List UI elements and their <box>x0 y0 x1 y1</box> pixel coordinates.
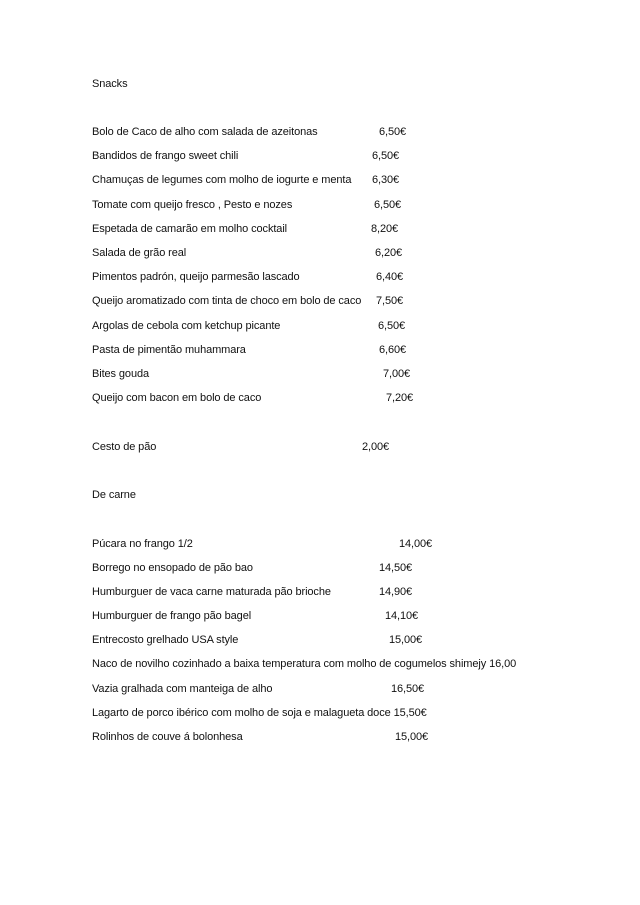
menu-item-price: 14,90€ <box>379 586 413 598</box>
menu-item-price: 6,60€ <box>379 344 407 356</box>
menu-item-name: Cesto de pão <box>92 441 157 453</box>
menu-item-price: 6,30€ <box>372 174 400 186</box>
menu-item-name: Espetada de camarão em molho cocktail <box>92 223 288 235</box>
menu-item-name: Rolinhos de couve á bolonhesa <box>92 731 243 743</box>
menu-item-name: Entrecosto grelhado USA style <box>92 634 239 646</box>
menu-item-name: Queijo com bacon em bolo de caco <box>92 392 262 404</box>
menu-item-price: 6,50€ <box>379 126 407 138</box>
menu-item-price: 15,00€ <box>395 731 429 743</box>
menu-item-name: Borrego no ensopado de pão bao <box>92 562 253 574</box>
menu-item-price: 6,20€ <box>375 247 403 259</box>
section-heading-snacks: Snacks <box>92 78 128 90</box>
menu-item-price: 7,00€ <box>383 368 411 380</box>
menu-item-price: 7,20€ <box>386 392 414 404</box>
menu-item-name: Lagarto de porco ibérico com molho de soja e malagueta doce 15,50€ <box>92 707 427 719</box>
menu-item-name: Pasta de pimentão muhammara <box>92 344 246 356</box>
menu-item-name: Salada de grão real <box>92 247 187 259</box>
menu-item-price: 15,00€ <box>389 634 423 646</box>
menu-item-price: 2,00€ <box>362 441 390 453</box>
menu-item-price: 14,10€ <box>385 610 419 622</box>
menu-item-name: Humburguer de frango pão bagel <box>92 610 252 622</box>
menu-item-price: 6,50€ <box>372 150 400 162</box>
menu-item-name: Tomate com queijo fresco , Pesto e nozes <box>92 199 293 211</box>
menu-item-name: Vazia gralhada com manteiga de alho <box>92 683 273 695</box>
menu-item-name: Chamuças de legumes com molho de iogurte e menta <box>92 174 352 186</box>
menu-item-price: 16,50€ <box>391 683 425 695</box>
menu-item-name: Bolo de Caco de alho com salada de azeitonas <box>92 126 318 138</box>
menu-item-price: 7,50€ <box>376 295 404 307</box>
menu-item-name: Argolas de cebola com ketchup picante <box>92 320 281 332</box>
menu-item-name: Queijo aromatizado com tinta de choco em bolo de caco <box>92 295 362 307</box>
menu-item-price: 6,50€ <box>374 199 402 211</box>
menu-item-price: 8,20€ <box>371 223 399 235</box>
menu-item-name: Naco de novilho cozinhado a baixa temperatura com molho de cogumelos shimejy 16,00 <box>92 658 517 670</box>
menu-item-name: Bites gouda <box>92 368 149 380</box>
menu-item-name: Humburguer de vaca carne maturada pão brioche <box>92 586 331 598</box>
menu-item-price: 14,00€ <box>399 538 433 550</box>
section-heading-de-carne: De carne <box>92 489 136 501</box>
menu-item-price: 6,50€ <box>378 320 406 332</box>
menu-item-name: Bandidos de frango sweet chili <box>92 150 239 162</box>
menu-item-price: 14,50€ <box>379 562 413 574</box>
menu-item-price: 6,40€ <box>376 271 404 283</box>
menu-item-name: Pimentos padrón, queijo parmesão lascado <box>92 271 300 283</box>
menu-item-name: Púcara no frango 1/2 <box>92 538 193 550</box>
